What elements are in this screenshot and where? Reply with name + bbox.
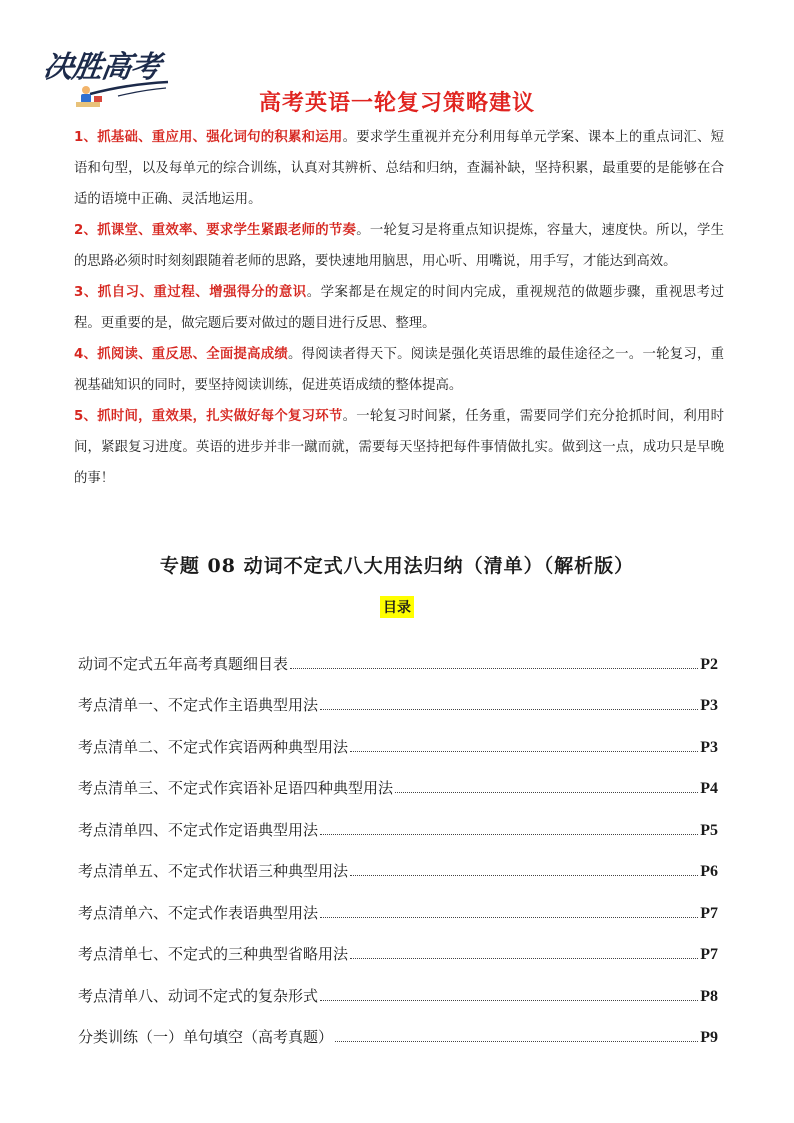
toc-leader-dots xyxy=(350,751,698,752)
toc-entry-label: 分类训练（一）单句填空（高考真题） xyxy=(78,1028,334,1046)
toc-heading: 目录 xyxy=(380,596,414,618)
toc-leader-dots xyxy=(350,875,698,876)
toc-entry-page: P3 xyxy=(700,738,718,756)
toc-leader-dots xyxy=(290,668,698,669)
toc-entry[interactable] xyxy=(78,881,718,923)
document-title: 高考英语一轮复习策略建议 xyxy=(258,91,535,116)
toc-heading-wrap xyxy=(0,596,794,618)
toc-entry-page: P6 xyxy=(700,863,718,880)
toc-leader-dots xyxy=(320,709,698,710)
toc-entry-page: P8 xyxy=(700,987,718,1005)
tip-item xyxy=(74,277,724,339)
toc-leader-dots xyxy=(395,792,698,793)
toc-entry-label: 考点清单二、不定式作宾语两种典型用法 xyxy=(78,737,349,756)
toc-entry-label: 动词不定式五年高考真题细目表 xyxy=(78,654,289,673)
tip-body: 。一轮复习时间紧，任务重，需要同学们充分抢抓时间，利用时间，紧跟复习进度。英语的进步并非一蹴而就，需要每天坚持把每件事情做扎实。做到这一点，成功只是早晚的事！ xyxy=(74,409,724,486)
tip-item xyxy=(74,401,724,494)
toc-entry[interactable] xyxy=(78,840,718,882)
toc-leader-dots xyxy=(350,958,698,959)
toc-entry[interactable] xyxy=(78,715,718,757)
toc-entry-label: 考点清单八、动词不定式的复杂形式 xyxy=(78,986,319,1005)
tip-lead: 4、抓阅读、重反思、全面提高成绩 xyxy=(74,347,289,362)
tip-lead: 2、抓课堂、重效率、要求学生紧跟老师的节奏 xyxy=(74,223,357,238)
tip-lead: 5、抓时间，重效果，扎实做好每个复习环节 xyxy=(74,409,343,424)
toc-entry-page: P5 xyxy=(700,821,718,839)
toc-entry-label: 考点清单四、不定式作定语典型用法 xyxy=(78,820,319,839)
toc-entry-page: P3 xyxy=(700,697,718,714)
tip-item xyxy=(74,122,724,215)
tip-body: 。要求学生重视并充分利用每单元学案、课本上的重点词汇、短语和句型，以及每单元的综合训练，认真对其辨析、总结和归纳，查漏补缺，坚持积累，最重要的是能够在合适的语境中正确、灵活地运用。 xyxy=(74,130,724,207)
tip-body: 。学案都是在规定的时间内完成，重视规范的做题步骤，重视思考过程。更重要的是，做完题后要对做过的题目进行反思、整理。 xyxy=(74,285,724,331)
toc-entry-page: P2 xyxy=(700,655,718,673)
toc-entry[interactable] xyxy=(78,757,718,799)
logo-text: 决胜高考 xyxy=(41,50,162,85)
tip-item xyxy=(74,339,724,401)
toc-entry-label: 考点清单七、不定式的三种典型省略用法 xyxy=(78,945,349,963)
tip-body: 。一轮复习是将重点知识提炼，容量大，速度快。所以，学生的思路必须时时刻刻跟随着老师的思路，要快速地用脑思，用心听、用嘴说，用手写，才能达到高效。 xyxy=(74,223,724,269)
tip-item xyxy=(74,215,724,277)
toc-entry-page: P7 xyxy=(700,904,718,922)
toc-entry-label: 考点清单一、不定式作主语典型用法 xyxy=(78,696,319,714)
toc-leader-dots xyxy=(320,1000,698,1001)
toc-entry[interactable] xyxy=(78,798,718,840)
toc-entry[interactable] xyxy=(78,632,718,674)
toc-entry-label: 考点清单六、不定式作表语典型用法 xyxy=(78,903,319,922)
toc-entry-page: P9 xyxy=(700,1029,718,1046)
tip-body: 。得阅读者得天下。阅读是强化英语思维的最佳途径之一。一轮复习，重视基础知识的同时，要坚持阅读训练，促进英语成绩的整体提高。 xyxy=(74,347,724,393)
toc-entry-label: 考点清单五、不定式作状语三种典型用法 xyxy=(78,862,349,880)
toc-leader-dots xyxy=(320,834,698,835)
toc-leader-dots xyxy=(320,917,698,918)
table-of-contents xyxy=(78,632,718,1047)
toc-entry[interactable] xyxy=(78,1006,718,1048)
toc-entry[interactable] xyxy=(78,964,718,1006)
toc-entry-page: P4 xyxy=(700,780,718,797)
section-title: 专题 08 动词不定式八大用法归纳（清单）（解析版） xyxy=(159,555,635,577)
toc-leader-dots xyxy=(335,1041,698,1042)
tip-lead: 1、抓基础、重应用、强化词句的积累和运用 xyxy=(74,130,343,145)
tip-lead: 3、抓自习、重过程、增强得分的意识 xyxy=(74,285,307,300)
toc-entry-label: 考点清单三、不定式作宾语补足语四种典型用法 xyxy=(78,779,394,797)
toc-entry[interactable] xyxy=(78,923,718,965)
toc-entry-page: P7 xyxy=(700,946,718,963)
toc-entry[interactable] xyxy=(78,674,718,716)
strategy-tips xyxy=(74,122,724,494)
